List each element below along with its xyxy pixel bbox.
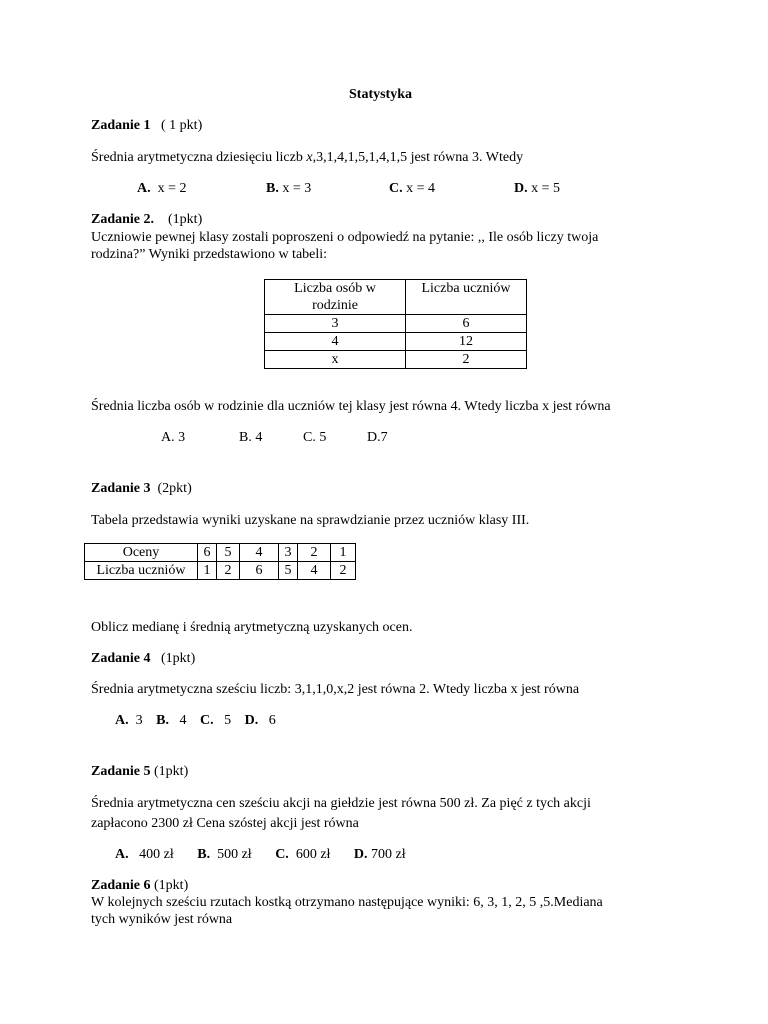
task-4-header [91,650,195,667]
task-3-heading: Zadanie 3 [91,481,151,496]
table-cell: 6 [406,315,527,333]
table-row [265,280,527,315]
task-2-option-a: A. 3 [161,430,186,445]
task-2-question: Średnia liczba osób w rodzinie dla uczniów tej klasy jest równa 4. Wtedy liczba x jest równa [91,399,611,414]
page-title: Statystyka [349,87,413,102]
task-2-heading: Zadanie 2. [91,212,155,227]
table-cell: Liczba uczniów [85,562,198,580]
table-cell: 4 [265,333,406,351]
task-3-text: Tabela przedstawia wyniki uzyskane na sprawdzianie przez uczniów klasy III. [91,513,530,528]
task-2-option-c: C. 5 [303,430,327,445]
task-1-option-c: C. x = 4 [389,181,436,196]
table-cell: 2 [298,544,331,562]
table-row [85,544,356,562]
task-5-text-line-1: Średnia arytmetyczna cen sześciu akcji na giełdzie jest równa 500 zł. Za pięć z tych akcji [91,796,591,811]
table-row [265,333,527,351]
task-4-options: A. 3 B. 4 C. 5 D. 6 [115,713,276,728]
task-2-text-line-1: Uczniowie pewnej klasy zostali poproszeni o odpowiedź na pytanie: ,, Ile osób liczy twoja [91,230,599,245]
table-row [85,562,356,580]
task-5-points: (1pkt) [154,764,189,779]
task-1-heading: Zadanie 1 [91,118,151,133]
task-6-header [91,877,188,894]
task-6-text-line-1: W kolejnych sześciu rzutach kostką otrzymano następujące wyniki: 6, 3, 1, 2, 5 ,5.Mediana [91,895,603,910]
task-3-table [84,543,356,580]
table-cell: Oceny [85,544,198,562]
table-cell: 5 [279,562,298,580]
table-cell: 6 [240,562,279,580]
task-4-heading: Zadanie 4 [91,651,151,666]
task-3-instruction: Oblicz medianę i średnią arytmetyczną uzyskanych ocen. [91,620,413,635]
table-cell: 2 [331,562,356,580]
task-2-points: (1pkt) [168,212,203,227]
table-header-cell: Liczba uczniów [406,280,527,315]
table-header-cell: Liczba osób w rodzinie [265,280,406,315]
task-1-points: ( 1 pkt) [161,118,203,133]
table-cell: 1 [331,544,356,562]
table-cell: x [265,351,406,369]
task-2-text-line-2: rodzina?” Wyniki przedstawiono w tabeli: [91,247,328,262]
task-1-header [91,117,202,134]
table-cell: 5 [217,544,240,562]
task-1-option-d: D. x = 5 [514,181,561,196]
task-4-points: (1pkt) [161,651,196,666]
task-5-header [91,763,188,780]
task-6-text-line-2: tych wyników jest równa [91,912,233,927]
table-cell: 3 [265,315,406,333]
task-2-header [91,211,202,228]
task-5-heading: Zadanie 5 [91,764,151,779]
task-6-points: (1pkt) [154,878,189,893]
table-cell: 6 [198,544,217,562]
task-3-points: (2pkt) [157,481,192,496]
task-1-text: Średnia arytmetyczna dziesięciu liczb x,3,1,4,1,5,1,4,1,5 jest równa 3. Wtedy [91,150,524,165]
table-cell: 4 [298,562,331,580]
task-6-heading: Zadanie 6 [91,878,151,893]
table-cell: 1 [198,562,217,580]
table-row [265,315,527,333]
task-1-option-b: B. x = 3 [266,181,312,196]
table-cell: 2 [217,562,240,580]
task-4-text: Średnia arytmetyczna sześciu liczb: 3,1,1,0,x,2 jest równa 2. Wtedy liczba x jest równa [91,682,580,697]
table-cell: 3 [279,544,298,562]
task-1-option-a: A. x = 2 [137,181,187,196]
table-cell: 12 [406,333,527,351]
table-row [265,351,527,369]
task-5-text-line-2: zapłacono 2300 zł Cena szóstej akcji jest równa [91,816,359,831]
task-2-table [264,279,527,369]
table-cell: 4 [240,544,279,562]
task-5-options: A. 400 zł B. 500 zł C. 600 zł D. 700 zł [115,847,406,862]
table-cell: 2 [406,351,527,369]
task-2-option-d: D.7 [367,430,388,445]
task-3-header [91,480,192,497]
task-2-option-b: B. 4 [239,430,263,445]
